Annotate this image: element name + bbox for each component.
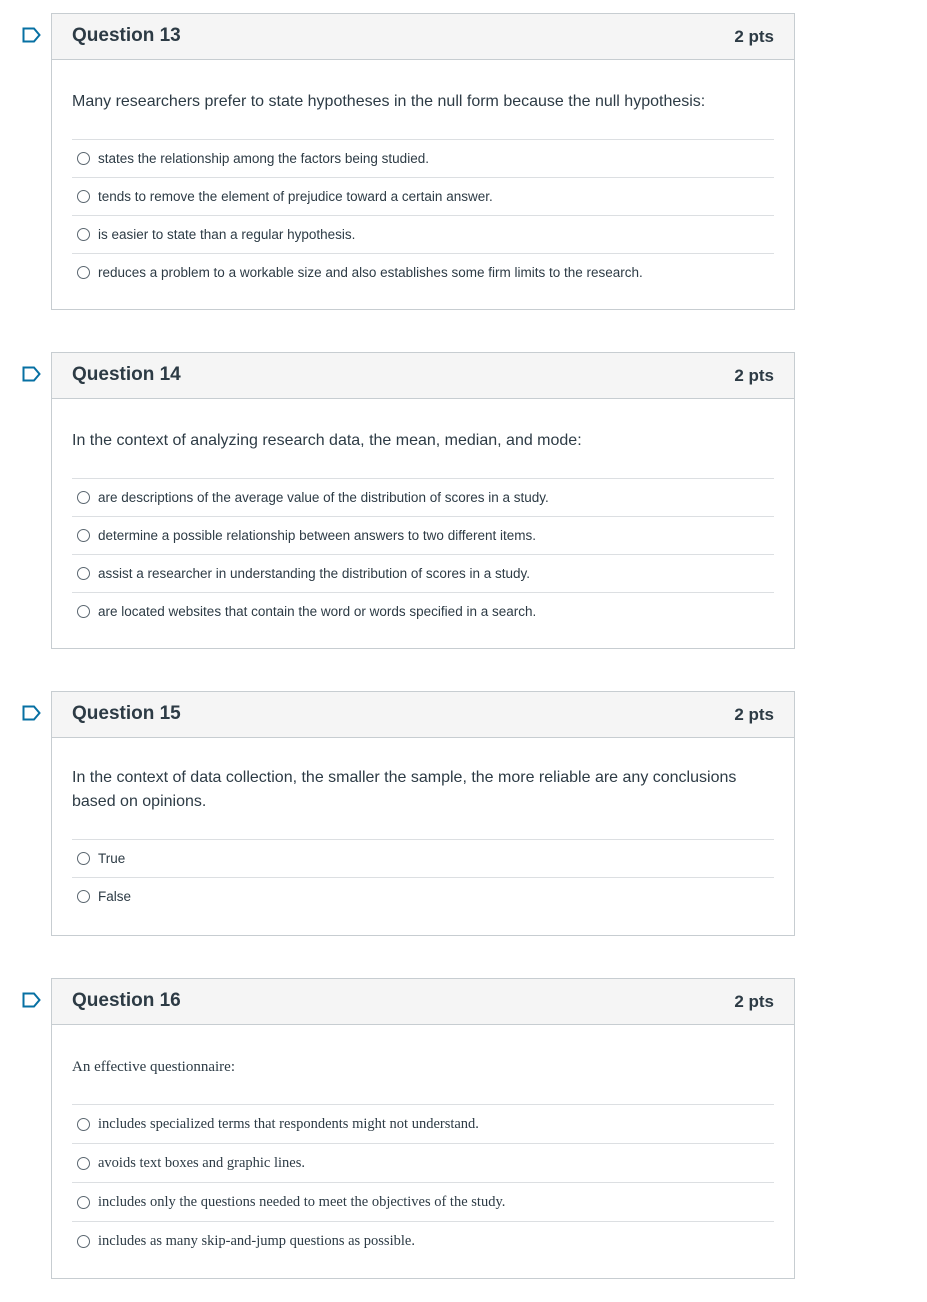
answer-label: assist a researcher in understanding the distribution of scores in a study.	[98, 566, 530, 581]
answer-label: True	[98, 851, 126, 866]
radio-unselected-icon[interactable]	[77, 152, 90, 165]
answer-option[interactable]	[72, 479, 774, 517]
radio-unselected-icon[interactable]	[77, 605, 90, 618]
question-text: Many researchers prefer to state hypotheses in the null form because the null hypothesis:	[72, 93, 706, 110]
answer-label: are descriptions of the average value of the distribution of scores in a study.	[98, 490, 549, 505]
question-points: 2 pts	[734, 27, 774, 46]
question-16	[51, 978, 795, 1279]
answer-option[interactable]	[72, 1183, 774, 1222]
question-title: Question 13	[72, 25, 181, 46]
radio-unselected-icon[interactable]	[77, 1118, 90, 1131]
question-title: Question 14	[72, 364, 181, 385]
question-header	[52, 692, 794, 738]
answer-list	[72, 478, 774, 630]
answer-label: reduces a problem to a workable size and also establishes some firm limits to the research.	[98, 265, 643, 280]
question-15	[51, 691, 795, 936]
answer-label: are located websites that contain the word or words specified in a search.	[98, 604, 537, 619]
radio-unselected-icon[interactable]	[77, 1196, 90, 1209]
answer-label: False	[98, 889, 132, 904]
radio-unselected-icon[interactable]	[77, 567, 90, 580]
radio-unselected-icon[interactable]	[77, 228, 90, 241]
radio-unselected-icon[interactable]	[77, 266, 90, 279]
radio-unselected-icon[interactable]	[77, 852, 90, 865]
question-13	[51, 13, 795, 310]
radio-unselected-icon[interactable]	[77, 190, 90, 203]
question-points: 2 pts	[734, 992, 774, 1011]
radio-unselected-icon[interactable]	[77, 529, 90, 542]
question-header	[52, 14, 794, 60]
answer-option[interactable]	[72, 178, 774, 216]
radio-unselected-icon[interactable]	[77, 890, 90, 903]
answer-label: includes only the questions needed to meet the objectives of the study.	[98, 1193, 506, 1210]
answer-option[interactable]	[72, 254, 774, 291]
answer-label: avoids text boxes and graphic lines.	[98, 1154, 305, 1171]
question-text: In the context of data collection, the smaller the sample, the more reliable are any conclusions based on opinions.	[72, 769, 737, 810]
radio-unselected-icon[interactable]	[77, 1157, 90, 1170]
answer-option[interactable]	[72, 878, 774, 915]
flag-question-icon[interactable]	[22, 27, 41, 43]
answer-option[interactable]	[72, 555, 774, 593]
answer-option[interactable]	[72, 840, 774, 878]
question-text: An effective questionnaire:	[72, 1059, 235, 1075]
answer-option[interactable]	[72, 1105, 774, 1144]
flag-question-icon[interactable]	[22, 705, 41, 721]
answer-label: tends to remove the element of prejudice toward a certain answer.	[98, 189, 493, 204]
answer-label: includes as many skip-and-jump questions as possible.	[98, 1232, 415, 1249]
flag-question-icon[interactable]	[22, 992, 41, 1008]
question-points: 2 pts	[734, 366, 774, 385]
answer-option[interactable]	[72, 593, 774, 630]
answer-list	[72, 139, 774, 291]
question-14	[51, 352, 795, 649]
radio-unselected-icon[interactable]	[77, 1235, 90, 1248]
radio-unselected-icon[interactable]	[77, 491, 90, 504]
answer-label: determine a possible relationship between answers to two different items.	[98, 528, 536, 543]
flag-question-icon[interactable]	[22, 366, 41, 382]
question-points: 2 pts	[734, 705, 774, 724]
question-header	[52, 979, 794, 1025]
answer-option[interactable]	[72, 216, 774, 254]
question-title: Question 15	[72, 703, 181, 724]
question-title: Question 16	[72, 990, 181, 1011]
answer-label: states the relationship among the factors being studied.	[98, 151, 429, 166]
answer-label: includes specialized terms that respondents might not understand.	[98, 1115, 479, 1132]
answer-option[interactable]	[72, 1144, 774, 1183]
answer-option[interactable]	[72, 1222, 774, 1260]
answer-list	[72, 1104, 774, 1260]
answer-option[interactable]	[72, 140, 774, 178]
question-header	[52, 353, 794, 399]
answer-option[interactable]	[72, 517, 774, 555]
answer-list	[72, 839, 774, 915]
question-text: In the context of analyzing research data, the mean, median, and mode:	[72, 432, 582, 449]
answer-label: is easier to state than a regular hypothesis.	[98, 227, 356, 242]
